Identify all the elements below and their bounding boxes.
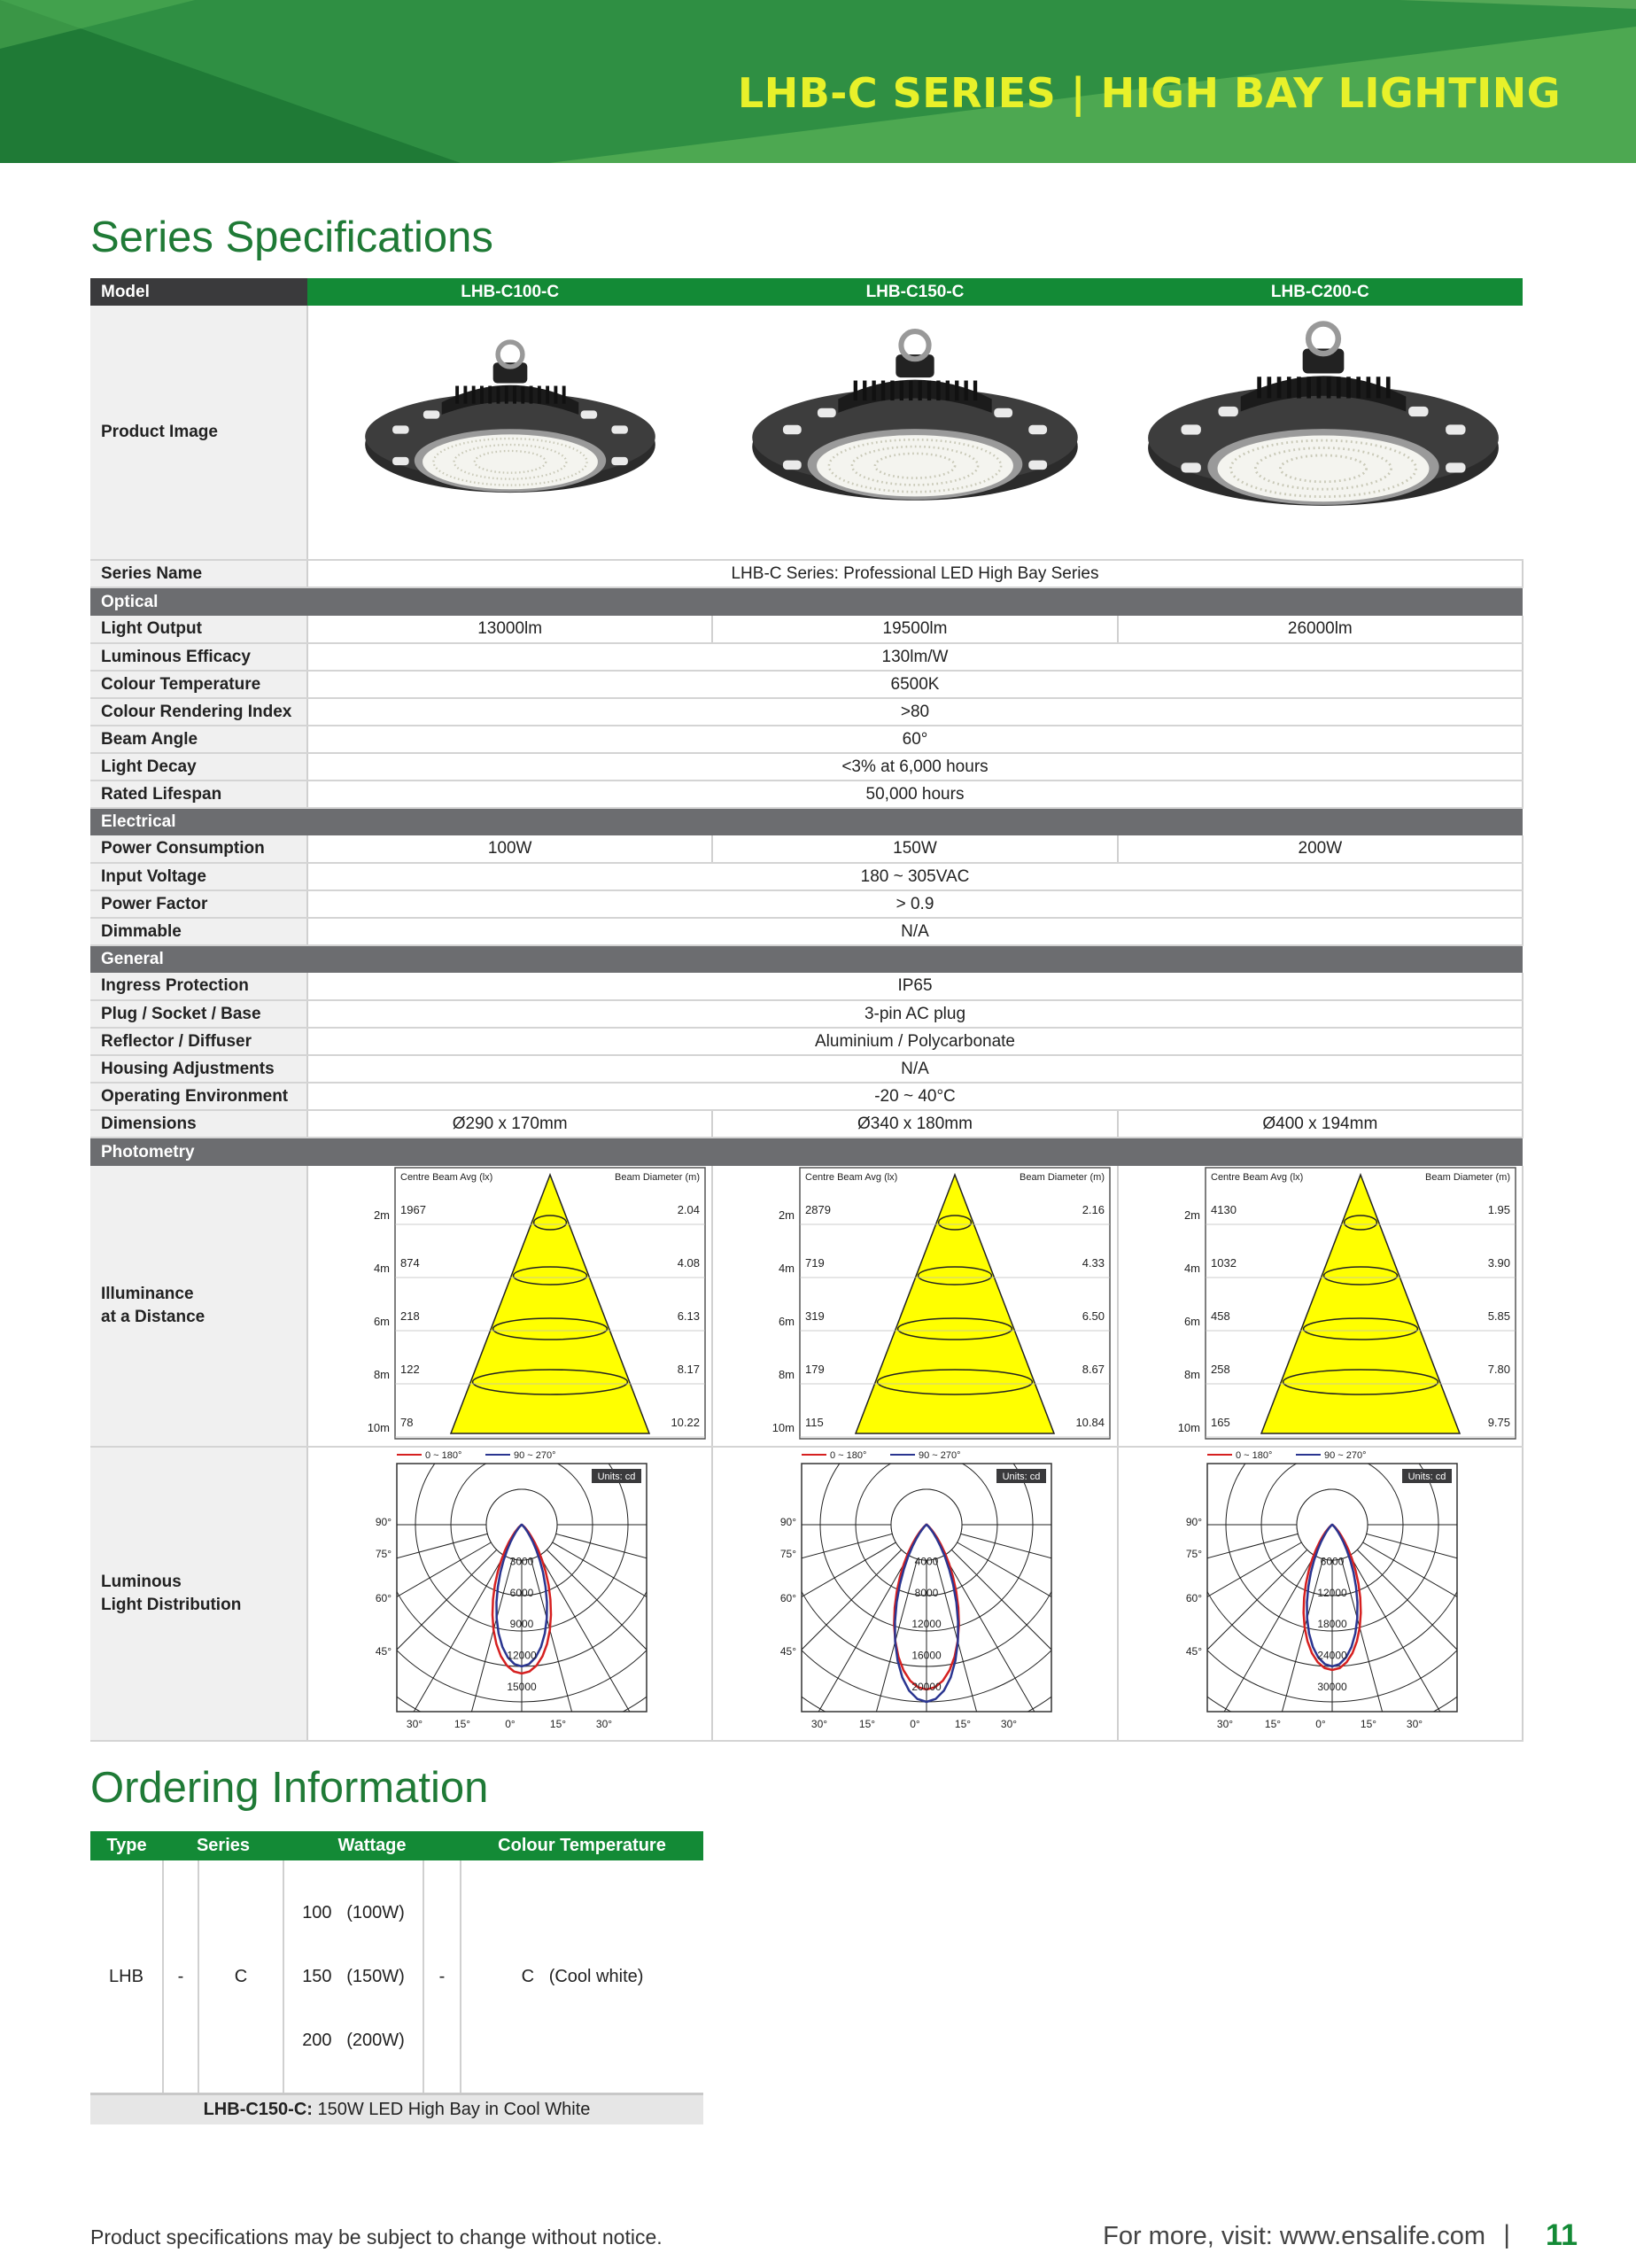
lamp-vent bbox=[783, 425, 802, 434]
angle-label: 75° bbox=[780, 1548, 797, 1560]
bottom-angle-label: 15° bbox=[1264, 1718, 1281, 1730]
heatsink-fin bbox=[513, 386, 516, 404]
heatsink-fin bbox=[505, 386, 508, 404]
order-example-code: LHB-C150-C: bbox=[203, 2099, 313, 2119]
distance-label: 2m bbox=[373, 1208, 390, 1222]
page-header-title: LHB-C SERIES | HIGH BAY LIGHTING bbox=[737, 69, 1561, 117]
heatsink-fin bbox=[1257, 377, 1261, 398]
lamp-vent bbox=[1446, 462, 1465, 472]
lux-value: 1032 bbox=[1210, 1256, 1237, 1270]
lamp-vent bbox=[423, 410, 440, 418]
spec-label: Input Voltage bbox=[90, 863, 307, 890]
spec-label: Housing Adjustments bbox=[90, 1055, 307, 1083]
spec-row bbox=[90, 1028, 1523, 1055]
diameter-value: 3.90 bbox=[1487, 1256, 1510, 1270]
spec-value: Aluminium / Polycarbonate bbox=[307, 1028, 1523, 1055]
distance-label: 4m bbox=[373, 1262, 390, 1275]
lamp-vent bbox=[1028, 461, 1047, 470]
spec-value: Ø400 x 194mm bbox=[1118, 1110, 1523, 1138]
illuminance-chart-2 bbox=[712, 1166, 1117, 1447]
section-row-photometry bbox=[90, 1138, 1523, 1166]
angle-label: 45° bbox=[780, 1645, 797, 1658]
heatsink-fin bbox=[562, 386, 566, 404]
heatsink-fin bbox=[1267, 377, 1271, 398]
lamp-vent bbox=[612, 457, 629, 465]
lamp-vent bbox=[581, 410, 598, 418]
centre-beam-label: Centre Beam Avg (lx) bbox=[805, 1172, 898, 1183]
lux-value: 258 bbox=[1210, 1363, 1230, 1376]
spec-value: -20 ~ 40°C bbox=[307, 1083, 1523, 1110]
heatsink-fin bbox=[900, 381, 903, 401]
angle-label: 90° bbox=[780, 1516, 797, 1528]
section-title: General bbox=[90, 945, 1523, 973]
lux-value: 165 bbox=[1210, 1416, 1230, 1429]
illuminance-label-line-2: at a Distance bbox=[101, 1308, 205, 1326]
order-header-series: Series bbox=[163, 1831, 283, 1860]
lamp-body bbox=[752, 331, 1077, 501]
spec-value: 180 ~ 305VAC bbox=[307, 863, 1523, 890]
bottom-angle-label: 15° bbox=[955, 1718, 972, 1730]
legend-label: 0 ~ 180° bbox=[1235, 1450, 1273, 1461]
model-2-header: LHB-C150-C bbox=[712, 278, 1117, 306]
spec-value: Ø290 x 170mm bbox=[307, 1110, 712, 1138]
ordering-header-row bbox=[90, 1831, 703, 1860]
product-image-2 bbox=[712, 306, 1117, 560]
spec-value: 60° bbox=[307, 726, 1523, 753]
wattage-option: 150 (150W) bbox=[302, 1967, 405, 1986]
beam-diameter-label: Beam Diameter (m) bbox=[1424, 1172, 1510, 1183]
angle-label: 45° bbox=[375, 1645, 392, 1658]
centre-beam-label: Centre Beam Avg (lx) bbox=[400, 1172, 493, 1183]
section-title: Optical bbox=[90, 588, 1523, 616]
order-separator: - bbox=[423, 1860, 461, 2094]
heatsink-fin bbox=[1356, 377, 1361, 398]
bottom-angle-label: 0° bbox=[910, 1718, 921, 1730]
heatsink-fin bbox=[854, 381, 857, 401]
distribution-chart-3 bbox=[1118, 1447, 1523, 1741]
spec-label: Colour Rendering Index bbox=[90, 698, 307, 726]
heatsink-fin bbox=[1316, 377, 1321, 398]
angle-label: 45° bbox=[1185, 1645, 1202, 1658]
spec-value: 130lm/W bbox=[307, 643, 1523, 671]
heatsink-fin bbox=[1276, 377, 1281, 398]
centre-beam-label: Centre Beam Avg (lx) bbox=[1210, 1172, 1303, 1183]
heatsink-fin bbox=[863, 381, 866, 401]
heatsink-fin bbox=[1306, 377, 1311, 398]
diameter-value: 1.95 bbox=[1487, 1203, 1510, 1216]
diameter-value: 4.08 bbox=[677, 1256, 700, 1270]
illuminance-chart bbox=[1119, 1166, 1522, 1441]
lux-value: 4130 bbox=[1210, 1203, 1237, 1216]
spec-row bbox=[90, 863, 1523, 890]
heatsink-fin bbox=[1287, 377, 1291, 398]
spec-value: 3-pin AC plug bbox=[307, 1000, 1523, 1028]
spec-value: 150W bbox=[712, 835, 1117, 863]
footer-disclaimer: Product specifications may be subject to change without notice. bbox=[90, 2225, 663, 2249]
diameter-value: 8.17 bbox=[677, 1363, 700, 1376]
ring-value: 4000 bbox=[914, 1555, 939, 1568]
section-title: Electrical bbox=[90, 808, 1523, 835]
spec-value: Ø340 x 180mm bbox=[712, 1110, 1117, 1138]
distance-label: 8m bbox=[1183, 1368, 1200, 1381]
spec-row bbox=[90, 1083, 1523, 1110]
ring-value: 20000 bbox=[911, 1681, 942, 1693]
heatsink-fin bbox=[1386, 377, 1391, 398]
polar-chart bbox=[308, 1448, 711, 1735]
spec-row bbox=[90, 1055, 1523, 1083]
legend-label: 90 ~ 270° bbox=[919, 1450, 961, 1461]
ordering-table bbox=[90, 1831, 703, 2124]
distribution-label-line-2: Light Distribution bbox=[101, 1596, 242, 1614]
spec-value: IP65 bbox=[307, 973, 1523, 1000]
lux-value: 179 bbox=[805, 1363, 826, 1376]
ring-value: 6000 bbox=[1320, 1555, 1345, 1568]
diameter-value: 6.13 bbox=[677, 1309, 700, 1323]
ring-value: 12000 bbox=[1316, 1586, 1347, 1599]
distance-label: 4m bbox=[779, 1262, 795, 1275]
lamp-vent bbox=[1408, 407, 1428, 416]
heatsink-fin bbox=[480, 386, 484, 404]
order-example-desc: 150W LED High Bay in Cool White bbox=[312, 2099, 591, 2119]
lux-value: 874 bbox=[400, 1256, 420, 1270]
footer-website-link[interactable]: For more, visit: www.ensalife.com bbox=[1103, 2222, 1485, 2250]
legend-label: 0 ~ 180° bbox=[830, 1450, 867, 1461]
lux-value: 719 bbox=[805, 1256, 826, 1270]
spec-label: Light Decay bbox=[90, 753, 307, 781]
lamp-vent bbox=[1181, 424, 1200, 434]
spec-row bbox=[90, 753, 1523, 781]
section-row bbox=[90, 808, 1523, 835]
beam-diameter-label: Beam Diameter (m) bbox=[1020, 1172, 1105, 1183]
ring-value: 8000 bbox=[914, 1586, 939, 1599]
lux-value: 115 bbox=[805, 1416, 825, 1429]
diameter-value: 9.75 bbox=[1487, 1416, 1510, 1429]
spec-row bbox=[90, 890, 1523, 918]
lamp-led-panel bbox=[1217, 436, 1429, 502]
heatsink-fin bbox=[455, 386, 459, 404]
lamp-vent bbox=[392, 425, 409, 433]
ordering-information-title: Ordering Information bbox=[90, 1764, 489, 1812]
distance-label: 10m bbox=[1177, 1421, 1200, 1434]
bottom-angle-label: 15° bbox=[1360, 1718, 1376, 1730]
spec-label: Ingress Protection bbox=[90, 973, 307, 1000]
heatsink-fin bbox=[1297, 377, 1301, 398]
distribution-chart-2 bbox=[712, 1447, 1117, 1741]
lamp-body bbox=[365, 342, 655, 493]
lux-value: 1967 bbox=[400, 1203, 426, 1216]
spec-row bbox=[90, 643, 1523, 671]
spec-row bbox=[90, 1110, 1523, 1138]
order-type: LHB bbox=[90, 1860, 163, 2094]
spec-header-row bbox=[90, 278, 1523, 306]
angle-label: 75° bbox=[375, 1548, 392, 1560]
order-header-colour: Colour Temperature bbox=[461, 1831, 703, 1860]
section-row bbox=[90, 945, 1523, 973]
heatsink-fin bbox=[1346, 377, 1351, 398]
diameter-value: 4.33 bbox=[1082, 1256, 1105, 1270]
spec-row bbox=[90, 973, 1523, 1000]
wattage-option: 100 (100W) bbox=[302, 1903, 405, 1922]
model-3-header: LHB-C200-C bbox=[1118, 278, 1523, 306]
distribution-chart-1 bbox=[307, 1447, 712, 1741]
spec-row bbox=[90, 918, 1523, 945]
model-header: Model bbox=[90, 278, 307, 306]
heatsink-fin bbox=[872, 381, 875, 401]
bottom-angle-label: 15° bbox=[859, 1718, 876, 1730]
spec-label: Beam Angle bbox=[90, 726, 307, 753]
heatsink-fin bbox=[946, 381, 950, 401]
order-series: C bbox=[198, 1860, 283, 2094]
heatsink-fin bbox=[927, 381, 931, 401]
ordering-body-row bbox=[90, 1860, 703, 2094]
spec-label: Dimmable bbox=[90, 918, 307, 945]
heatsink-fin bbox=[890, 381, 894, 401]
distance-label: 10m bbox=[367, 1421, 390, 1434]
heatsink-fin bbox=[522, 386, 525, 404]
angle-label: 90° bbox=[1185, 1516, 1202, 1528]
spec-row bbox=[90, 698, 1523, 726]
angle-label: 90° bbox=[375, 1516, 392, 1528]
spec-value: 6500K bbox=[307, 671, 1523, 698]
units-label: Units: cd bbox=[1407, 1472, 1446, 1482]
distribution-row bbox=[90, 1447, 1523, 1741]
distribution-label-line-1: Luminous bbox=[101, 1573, 182, 1591]
ring-value: 6000 bbox=[509, 1586, 534, 1599]
lamp-led-panel bbox=[817, 435, 1013, 496]
polar-chart bbox=[1119, 1448, 1522, 1735]
lamp-body bbox=[1148, 324, 1499, 506]
heatsink-fin bbox=[955, 381, 958, 401]
spec-row bbox=[90, 671, 1523, 698]
legend-label: 90 ~ 270° bbox=[514, 1450, 556, 1461]
distance-label: 6m bbox=[373, 1315, 390, 1328]
spec-table bbox=[90, 278, 1524, 1742]
diameter-value: 5.85 bbox=[1487, 1309, 1510, 1323]
spec-value: >80 bbox=[307, 698, 1523, 726]
spec-value: N/A bbox=[307, 1055, 1523, 1083]
model-1-header: LHB-C100-C bbox=[307, 278, 712, 306]
lamp-illustration bbox=[729, 315, 1101, 545]
angle-label: 60° bbox=[1185, 1592, 1202, 1604]
product-image-label: Product Image bbox=[90, 306, 307, 560]
angle-label: 75° bbox=[1185, 1548, 1202, 1560]
distance-label: 8m bbox=[373, 1368, 390, 1381]
spec-label: Power Consumption bbox=[90, 835, 307, 863]
bottom-angle-label: 15° bbox=[549, 1718, 567, 1730]
spec-value: 50,000 hours bbox=[307, 781, 1523, 808]
diameter-value: 8.67 bbox=[1082, 1363, 1105, 1376]
order-wattage bbox=[283, 1860, 423, 2094]
spec-row bbox=[90, 726, 1523, 753]
spec-value: <3% at 6,000 hours bbox=[307, 753, 1523, 781]
distance-label: 6m bbox=[779, 1315, 795, 1328]
spec-sections bbox=[90, 588, 1524, 1138]
order-header-wattage: Wattage bbox=[283, 1831, 461, 1860]
diameter-value: 6.50 bbox=[1082, 1309, 1105, 1323]
spec-label: Plug / Socket / Base bbox=[90, 1000, 307, 1028]
spec-label: Power Factor bbox=[90, 890, 307, 918]
ring-value: 15000 bbox=[507, 1681, 537, 1693]
heatsink-fin bbox=[538, 386, 541, 404]
bottom-angle-label: 30° bbox=[406, 1718, 423, 1730]
ring-value: 30000 bbox=[1316, 1681, 1347, 1693]
spec-value: 19500lm bbox=[712, 616, 1117, 643]
spec-label: Series Name bbox=[90, 560, 307, 587]
lux-value: 458 bbox=[1210, 1309, 1230, 1323]
lamp-vent bbox=[994, 408, 1012, 417]
order-header-type: Type bbox=[90, 1831, 163, 1860]
diameter-value: 2.04 bbox=[677, 1203, 700, 1216]
lamp-vent bbox=[1218, 407, 1237, 416]
lamp-vent bbox=[818, 408, 836, 417]
heatsink-fin bbox=[1337, 377, 1341, 398]
lamp-vent bbox=[1446, 424, 1465, 434]
bottom-angle-label: 15° bbox=[454, 1718, 471, 1730]
distance-label: 4m bbox=[1183, 1262, 1200, 1275]
heatsink-fin bbox=[936, 381, 940, 401]
product-image-3 bbox=[1118, 306, 1523, 560]
lamp-vent bbox=[783, 461, 802, 470]
illuminance-chart-1 bbox=[307, 1166, 712, 1447]
heatsink-fin bbox=[973, 381, 977, 401]
illuminance-label-line-1: Illuminance bbox=[101, 1285, 194, 1303]
spec-label: Colour Temperature bbox=[90, 671, 307, 698]
distance-label: 6m bbox=[1183, 1315, 1200, 1328]
illuminance-chart-3 bbox=[1118, 1166, 1523, 1447]
spec-label: Dimensions bbox=[90, 1110, 307, 1138]
spec-label: Operating Environment bbox=[90, 1083, 307, 1110]
illuminance-row bbox=[90, 1166, 1523, 1447]
wattage-option: 200 (200W) bbox=[302, 2031, 405, 2050]
polar-chart bbox=[713, 1448, 1116, 1735]
spec-value: 100W bbox=[307, 835, 712, 863]
spec-row bbox=[90, 616, 1523, 643]
diameter-value: 2.16 bbox=[1082, 1203, 1105, 1216]
bottom-angle-label: 30° bbox=[1216, 1718, 1233, 1730]
spec-value: 13000lm bbox=[307, 616, 712, 643]
spec-row bbox=[90, 781, 1523, 808]
lamp-illustration bbox=[1128, 306, 1518, 554]
spec-value: LHB-C Series: Professional LED High Bay Series bbox=[307, 560, 1523, 587]
section-title: Photometry bbox=[90, 1138, 1523, 1166]
heatsink-fin bbox=[964, 381, 967, 401]
lux-value: 78 bbox=[400, 1416, 414, 1429]
diameter-value: 10.22 bbox=[671, 1416, 700, 1429]
heatsink-fin bbox=[909, 381, 912, 401]
spec-value: 26000lm bbox=[1118, 616, 1523, 643]
heatsink-fin bbox=[497, 386, 500, 404]
heatsink-fin bbox=[530, 386, 533, 404]
illuminance-chart bbox=[713, 1166, 1116, 1441]
heatsink-fin bbox=[546, 386, 549, 404]
angle-label: 60° bbox=[780, 1592, 797, 1604]
heatsink-fin bbox=[1326, 377, 1330, 398]
product-image-row bbox=[90, 306, 1523, 560]
spec-row bbox=[90, 1000, 1523, 1028]
order-example bbox=[90, 2094, 703, 2124]
lamp-vent bbox=[1181, 462, 1200, 472]
order-colour: C (Cool white) bbox=[521, 1966, 644, 1986]
distance-label: 10m bbox=[772, 1421, 795, 1434]
bottom-angle-label: 30° bbox=[811, 1718, 828, 1730]
spec-value: 200W bbox=[1118, 835, 1523, 863]
heatsink-fin bbox=[1366, 377, 1370, 398]
heatsink-fin bbox=[472, 386, 476, 404]
order-separator: - bbox=[163, 1860, 198, 2094]
lamp-led-panel bbox=[423, 434, 598, 489]
angle-label: 60° bbox=[375, 1592, 392, 1604]
illuminance-label bbox=[90, 1166, 307, 1447]
heatsink-fin bbox=[918, 381, 921, 401]
heatsink-fin bbox=[1376, 377, 1380, 398]
lux-value: 122 bbox=[400, 1363, 420, 1376]
bottom-angle-label: 0° bbox=[1314, 1718, 1326, 1730]
bottom-angle-label: 30° bbox=[595, 1718, 613, 1730]
ring-value: 16000 bbox=[911, 1649, 942, 1662]
legend-label: 90 ~ 270° bbox=[1323, 1450, 1367, 1461]
lamp-vent bbox=[1028, 425, 1047, 434]
distribution-label bbox=[90, 1447, 307, 1741]
spec-value: N/A bbox=[307, 918, 1523, 945]
section-row bbox=[90, 588, 1523, 616]
ring-value: 3000 bbox=[509, 1555, 534, 1568]
spec-label: Rated Lifespan bbox=[90, 781, 307, 808]
lux-value: 2879 bbox=[805, 1203, 832, 1216]
legend-label: 0 ~ 180° bbox=[425, 1450, 462, 1461]
lamp-vent bbox=[392, 457, 409, 465]
spec-label: Luminous Efficacy bbox=[90, 643, 307, 671]
ring-value: 12000 bbox=[507, 1649, 537, 1662]
ring-value: 24000 bbox=[1316, 1649, 1347, 1662]
heatsink-fin bbox=[464, 386, 468, 404]
spec-row bbox=[90, 560, 1523, 587]
units-label: Units: cd bbox=[597, 1472, 636, 1482]
ring-value: 12000 bbox=[911, 1618, 942, 1631]
bottom-angle-label: 30° bbox=[1406, 1718, 1423, 1730]
bottom-angle-label: 30° bbox=[1001, 1718, 1018, 1730]
bottom-angle-label: 0° bbox=[505, 1718, 516, 1730]
heatsink-fin bbox=[488, 386, 492, 404]
ring-value: 18000 bbox=[1316, 1618, 1347, 1631]
photometry-table bbox=[90, 1138, 1524, 1742]
spec-label: Light Output bbox=[90, 616, 307, 643]
spec-row bbox=[90, 835, 1523, 863]
distance-label: 8m bbox=[779, 1368, 795, 1381]
diameter-value: 7.80 bbox=[1487, 1363, 1510, 1376]
page-number: 11 bbox=[1546, 2218, 1578, 2252]
lux-value: 218 bbox=[400, 1309, 420, 1323]
heatsink-fin bbox=[881, 381, 885, 401]
footer-separator: | bbox=[1503, 2220, 1510, 2249]
ring-value: 9000 bbox=[509, 1618, 534, 1631]
product-image-1 bbox=[307, 306, 712, 560]
lamp-illustration bbox=[360, 323, 661, 536]
spec-label: Reflector / Diffuser bbox=[90, 1028, 307, 1055]
distance-label: 2m bbox=[1183, 1208, 1200, 1222]
diameter-value: 10.84 bbox=[1075, 1416, 1105, 1429]
beam-diameter-label: Beam Diameter (m) bbox=[615, 1172, 700, 1183]
units-label: Units: cd bbox=[1002, 1472, 1041, 1482]
lamp-vent bbox=[612, 425, 629, 433]
ordering-example-row bbox=[90, 2094, 703, 2124]
spec-value: > 0.9 bbox=[307, 890, 1523, 918]
lux-value: 319 bbox=[805, 1309, 826, 1323]
illuminance-chart bbox=[308, 1166, 711, 1441]
series-specifications-title: Series Specifications bbox=[90, 214, 493, 261]
distance-label: 2m bbox=[779, 1208, 795, 1222]
heatsink-fin bbox=[554, 386, 558, 404]
